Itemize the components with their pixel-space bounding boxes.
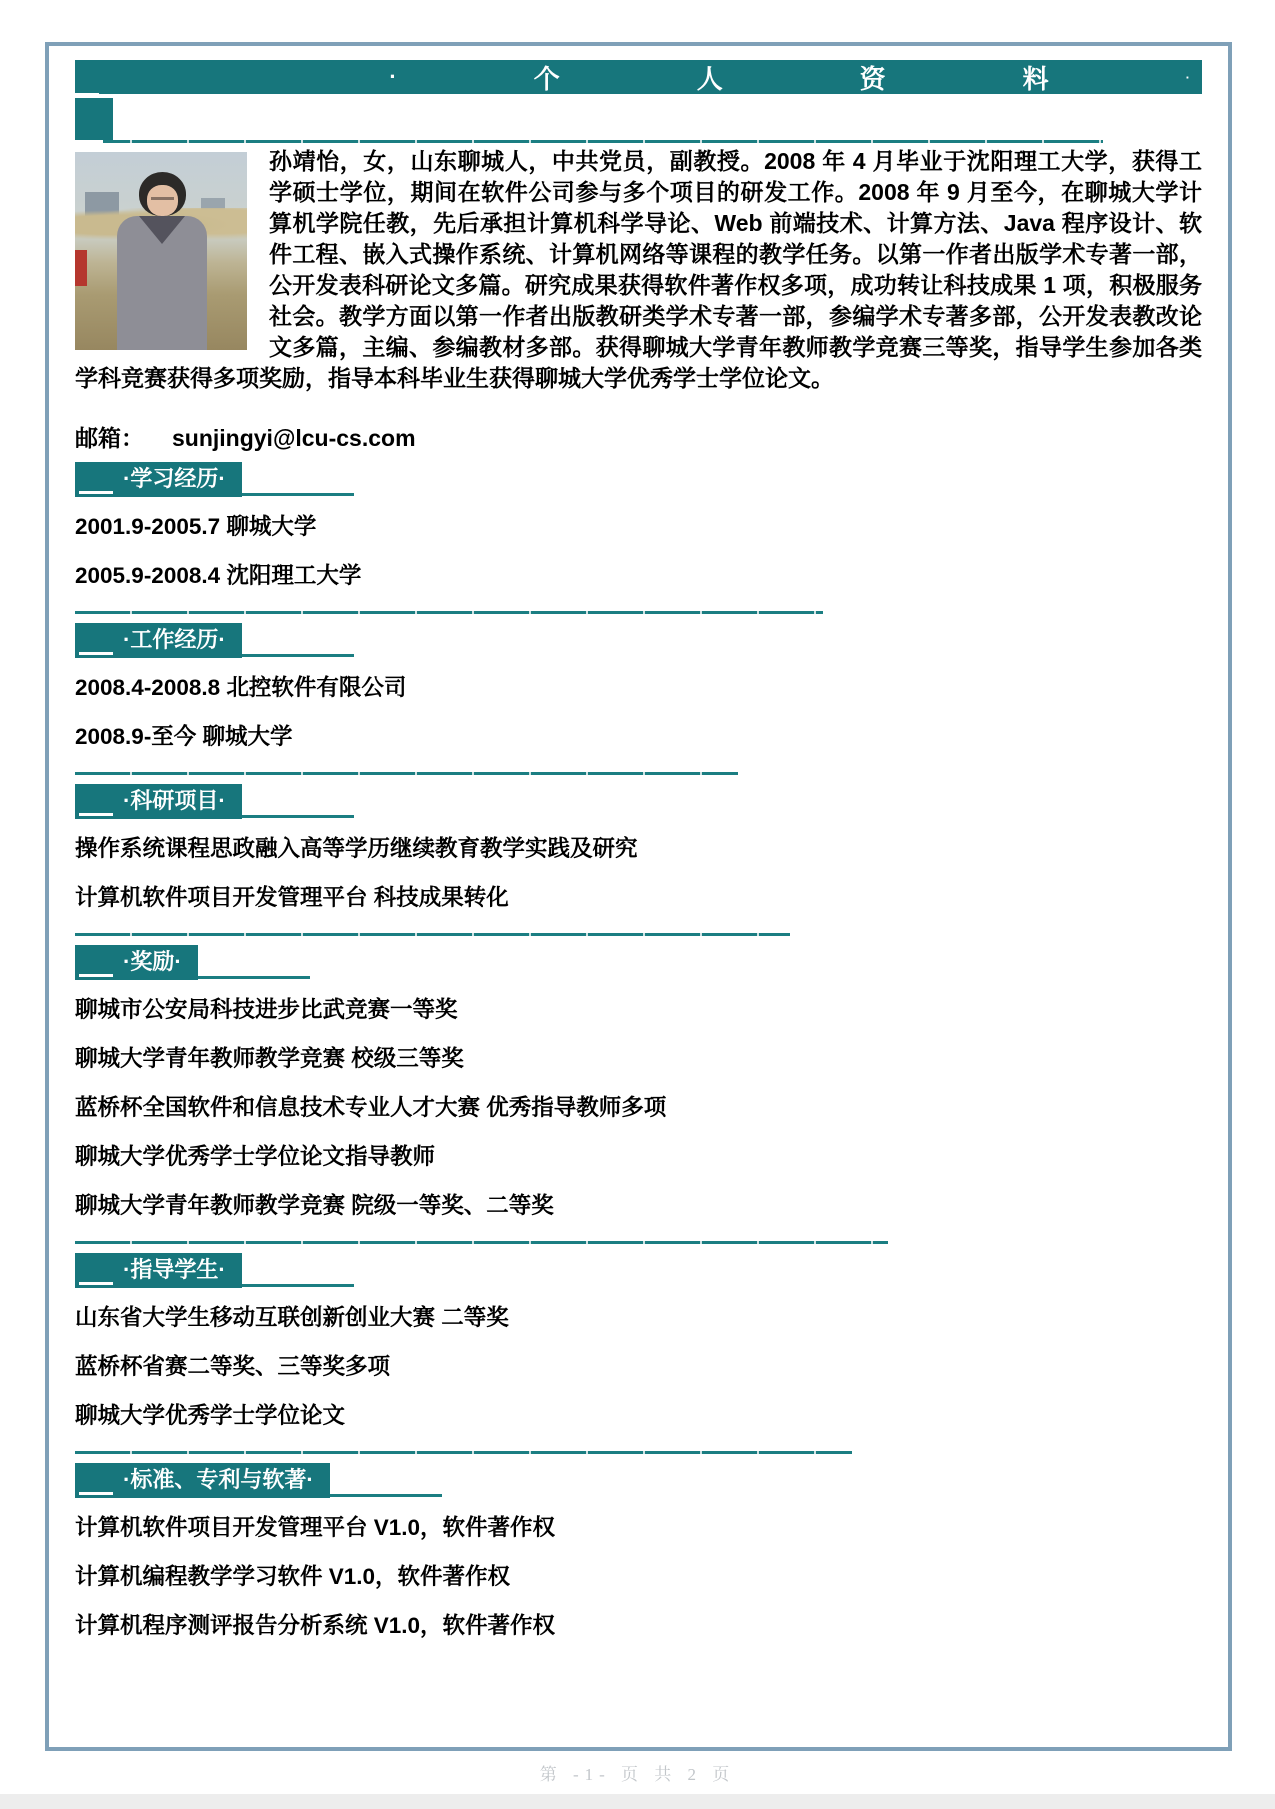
section-heading-row (75, 784, 1202, 819)
title-char: 资 (859, 63, 886, 94)
header-underline-white-dash (63, 140, 103, 144)
section-item: 2008.4-2008.8 北控软件有限公司 (75, 675, 407, 700)
section-item: 计算机程序测评报告分析系统 V1.0，软件著作权 (75, 1613, 556, 1638)
page-title (75, 60, 1202, 94)
badge-underscore-mark (79, 491, 113, 494)
section-item: 2008.9-至今 聊城大学 (75, 724, 293, 749)
badge-underline-tail (242, 1284, 354, 1287)
section-work (75, 611, 1202, 750)
section-item: 2005.9-2008.4 沈阳理工大学 (75, 563, 362, 588)
badge-underscore-mark (79, 974, 113, 977)
title-left-dot: · (389, 64, 397, 89)
section-heading-row (75, 1253, 1202, 1288)
email-row (75, 420, 1202, 453)
section-heading-badge (75, 462, 242, 497)
title-char: 料 (1022, 63, 1049, 94)
header-decoration-row (75, 94, 1202, 144)
badge-underline-tail (242, 493, 354, 496)
bottom-gray-strip (0, 1794, 1275, 1809)
section-item: 计算机编程教学学习软件 V1.0，软件著作权 (75, 1564, 511, 1589)
section-heading-label: ·工作经历· (123, 627, 226, 652)
section-education (75, 462, 1202, 589)
header-corner-block (75, 98, 113, 140)
section-item: 2001.9-2005.7 聊城大学 (75, 514, 317, 539)
section-divider-line (75, 933, 790, 936)
section-item: 蓝桥杯省赛二等奖、三等奖多项 (75, 1354, 391, 1379)
email-label: 邮箱： (75, 425, 144, 451)
section-item: 聊城大学优秀学士学位论文 (75, 1403, 346, 1428)
section-heading-label: ·学习经历· (123, 466, 226, 491)
badge-underline-tail (198, 976, 310, 979)
section-divider-line (75, 772, 738, 775)
badge-underline-tail (242, 815, 354, 818)
section-awards (75, 933, 1202, 1219)
section-item: 操作系统课程思政融入高等学历继续教育教学实践及研究 (75, 836, 638, 861)
title-right-dot: · (1185, 69, 1190, 85)
section-item: 聊城大学优秀学士学位论文指导教师 (75, 1144, 436, 1169)
section-heading-label: ·指导学生· (123, 1257, 226, 1282)
section-heading-row (75, 623, 1202, 658)
title-char: 个 (533, 63, 560, 94)
photo-person-glasses (151, 197, 174, 200)
section-divider-line (75, 611, 823, 614)
section-patents (75, 1451, 1202, 1639)
section-item: 蓝桥杯全国软件和信息技术专业人才大赛 优秀指导教师多项 (75, 1095, 667, 1120)
profile-photo (75, 152, 247, 350)
photo-person-face (147, 185, 178, 216)
header-underline (75, 140, 1103, 143)
section-students (75, 1241, 1202, 1429)
section-heading-row (75, 1463, 1202, 1498)
section-heading-badge (75, 784, 242, 819)
badge-underscore-mark (79, 1492, 113, 1495)
section-heading-label: ·科研项目· (123, 788, 226, 813)
photo-bystander (75, 250, 87, 286)
title-char: 人 (696, 63, 723, 94)
section-item: 聊城大学青年教师教学竞赛 校级三等奖 (75, 1046, 464, 1071)
section-divider-line (75, 1241, 888, 1244)
section-item: 聊城市公安局科技进步比武竞赛一等奖 (75, 997, 458, 1022)
section-heading-badge (75, 1463, 330, 1498)
document-page (45, 42, 1232, 1751)
section-heading-label: ·奖励· (123, 949, 182, 974)
section-divider-line (75, 1451, 852, 1454)
badge-underscore-mark (79, 652, 113, 655)
section-heading-badge (75, 945, 198, 980)
page-content (49, 46, 1228, 1639)
email-address: sunjingyi@lcu-cs.com (172, 425, 416, 451)
section-heading-row (75, 945, 1202, 980)
badge-underline-tail (330, 1494, 442, 1497)
badge-underscore-mark (79, 813, 113, 816)
page-number-footer: 第 -1- 页 共 2 页 (539, 1765, 736, 1784)
section-heading-label: ·标准、专利与软著· (123, 1467, 314, 1492)
section-item: 聊城大学青年教师教学竞赛 院级一等奖、二等奖 (75, 1193, 554, 1218)
section-research (75, 772, 1202, 911)
bio-text: 孙靖怡，女，山东聊城人，中共党员，副教授。2008 年 4 月毕业于沈阳理工大学，获得工学硕士学位，期间在软件公司参与多个项目的研发工作。2008 年 9 月至今，在聊城大学计算机学院任教，先后承担计算机科学导论、Web 前端技术、计算方法、Java 程序设计、软件工程、嵌入式操作系统、计算机网络等课程的教学任务。以第一作者出版学术专著一部，公开发表科研论文多篇。研究成果获得软件著作权多项，成功转让科技成果 1 项，积极服务社会。教学方面以第一作者出版教研类学术专著一部，参编学术专著多部，公开发表教改论文多篇，主编、参编教材多部。获得聊城大学青年教师教学竞赛三等奖，指导学生参加各类学科竞赛获得多项奖励，指导本科毕业生获得聊城大学优秀学士学位论文。 (75, 148, 1202, 391)
badge-underscore-mark (79, 1282, 113, 1285)
section-heading-row (75, 462, 1202, 497)
section-item: 山东省大学生移动互联创新创业大赛 二等奖 (75, 1305, 509, 1330)
section-heading-badge (75, 623, 242, 658)
section-item: 计算机软件项目开发管理平台 科技成果转化 (75, 885, 509, 910)
badge-underline-tail (242, 654, 354, 657)
section-item: 计算机软件项目开发管理平台 V1.0，软件著作权 (75, 1515, 556, 1540)
bio-paragraph (75, 146, 1202, 394)
section-heading-badge (75, 1253, 242, 1288)
